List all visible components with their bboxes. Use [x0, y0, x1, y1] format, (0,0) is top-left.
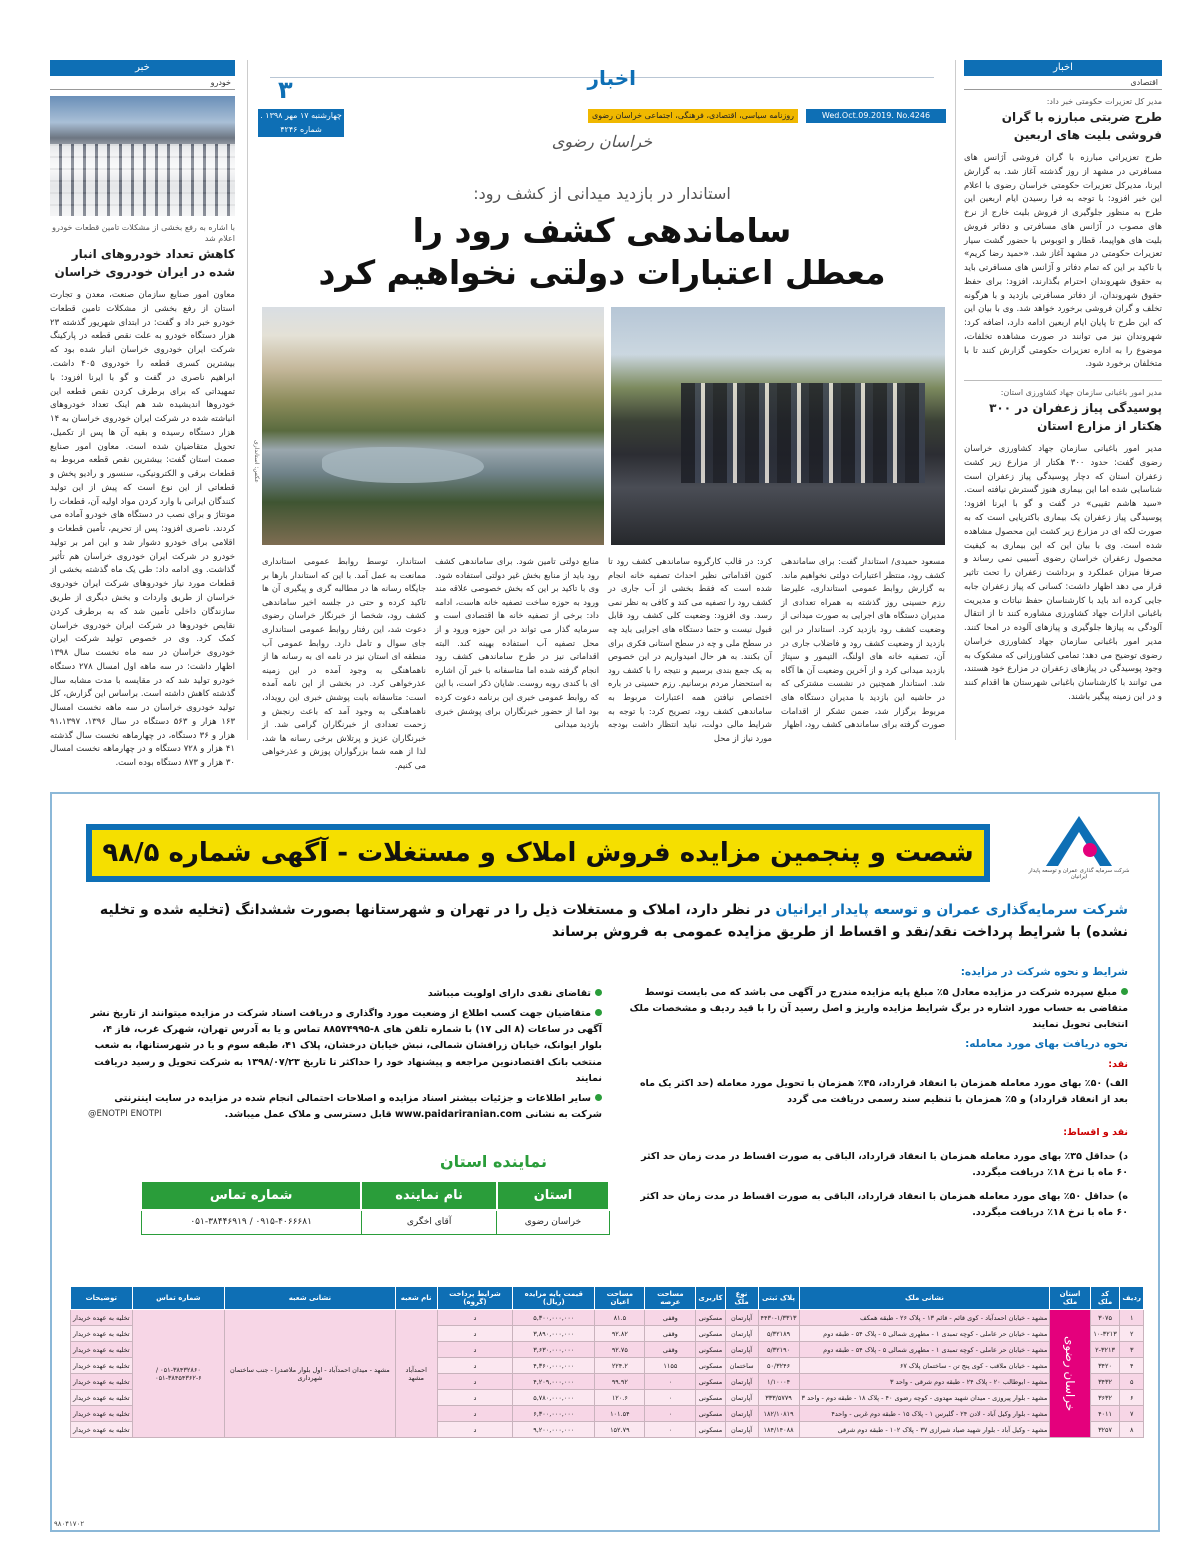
story-col-2: کرد: در قالب کارگروه ساماندهی کشف رود تا کنون اقداماتی نظیر احداث تصفیه خانه انجام شده است که فقط بخشی از آب جاری در کشف رود را تصفیه می کند و کافی به نظر نمی رسد. وی افزود: وضعیت کلی کشف رود قابل قبول نیست و حتما دستگاه های اجرایی باید چه در سطح ملی و چه در سطح استانی فکری برای آن بکنند. به هر حال امیدواریم در این خصوص به یک جمع بندی برسیم و نتیجه را با کشف رود به استحضار مردم برسانیم. رزم حسینی در باره اختصاص نیافتن همه اعتبارات مربوط به ساماندهی کشف رود، تصریح کرد: با توجه به شرایط مالی دولت، نباید انتظار داشت بودجه مورد نیاز از محل [608, 556, 772, 743]
property-header-cell: پلاک ثبتی [758, 1287, 799, 1310]
property-cell-arse: وقفی [645, 1326, 696, 1342]
property-cell-grp: د [437, 1358, 513, 1374]
social-handles: @ENOTPI ENOTPI [88, 1109, 162, 1119]
left-headline: کاهش تعداد خودروهای انبار شده در ایران خودروی خراسان [54, 247, 235, 279]
property-header-cell: نام شعبه [395, 1287, 437, 1310]
property-cell-plak: ۱۸۲/۱۰۸۱۹ [758, 1406, 799, 1422]
story-col-1: مسعود حمیدی/ استاندار گفت: برای ساماندهی کشف رود، منتظر اعتبارات دولتی نخواهیم ماند. به گزارش روابط عمومی استانداری، علیرضا رزم حسینی روز گذشته به همراه تعدادی از مدیران دستگاه های اجرایی به صورت میدانی از وضعیت کشف رود بازدید کرد. استاندار در این بازدید از وضعیت کشف رود و فاضلاب جاری در آن، تصفیه خانه های اولنگ، التیمور و سپتاژ بازدید میدانی کرد و از آخرین وضعیت آن ها آگاه شد. استاندار همچنین در نشست مشترکی که در حاشیه این بازدید با مدیران دستگاه های مربوط برگزار شد، ضمن تشکر از اقدامات صورت گرفته برای ساماندهی کشف رود، اظهار [781, 556, 945, 730]
property-header-cell: قیمت پایه مزایده (ریال) [513, 1287, 595, 1310]
right-section-subtag: اقتصادی [964, 76, 1162, 90]
left-kicker: با اشاره به رفع بخشی از مشکلات تامین قطعات خودرو اعلام شد [52, 223, 235, 244]
property-cell-desc: تخلیه به عهده خریدار [71, 1390, 133, 1406]
property-cell-code: ۳۴۳۲ [1090, 1374, 1120, 1390]
river-water [322, 447, 484, 483]
property-table [70, 1286, 1144, 1438]
ad-intro [82, 900, 1128, 943]
parked-cars [50, 144, 235, 216]
property-cell-plak: ۴۴۳۰-۱/۳۳۱۳ [758, 1310, 799, 1326]
property-cell-use: مسکونی [696, 1422, 725, 1438]
left-body: معاون امور صنایع سازمان صنعت، معدن و تجارت استان از رفع بخشی از مشکلات تامین قطعات خودرو خبر داد و گفت: در ابتدای شهریور گذشته ۲۳ هزار دستگاه خودرو به علت نقص قطعه در پارکینگ شرکت ایران خودروی خراسان انبار شده بود که بیشترین کسری قطعه را خودروی ۴۰۵ داشت. ابراهیم ناصری در گفت و گو با ایرنا افزود: با تمهیداتی که برای برطرف کردن نقص قطعه این خودروها اندیشیده شد هم اینک تعداد خودروهای انباشته شده در شرکت ایران خودروی خراسان به ۱۴ هزار دستگاه رسیده و بقیه آن ها پس از تکمیل، تحویل متقاضیان شده است. معاون امور صنایع صمت استان گفت: بیشترین نقص قطعه مربوط به قطعات برقی و الکترونیکی، سنسور و رادیو پخش و قطعاتی از این نوع است که پیش از این تولید کنندگان ایرانی با وارد کردن مواد اولیه آن، قطعات را مونتاژ و برای نصب در دستگاه های خودرو آماده می کردند. ناصری افزود: پس از تحریم، تأمین قطعات و اقلامی برای خودرو دشوار شد و این امر بر تولید خودرو در شرکت ایران خودروی خراسان هم تأثیر گذاشت. وی ادامه داد: طی یک ماه گذشته بخشی از قطعات مورد نیاز خودروهای شرکت ایران خودروی خراسان از طریق واردات و بخش دیگری از طریق سازندگان داخلی تأمین شد که به برطرف کردن نقایص خودروها در شرکت ایران خودروی خراسان کمک کرد. وی در خصوص تولید شرکت ایران خودروی خراسان در سه ماه نخست سال ۱۳۹۸ اظهار داشت: در سه ماهه اول امسال ۲۷۸ دستگاه خودرو تولید شد که در مقایسه با مدت مشابه سال گذشته کاهش داشته است. براساس این گزارش، کل تولید خودروی خراسان در سه ماهه نخست امسال ۱۶۳ هزار و ۵۶۳ دستگاه در سال ۱۳۹۶، ۹۱،۱۳۹۷ هزار و ۳۶ دستگاه، در چهارماهه نخست سال گذشته ۴۱ هزار و ۷۲۸ دستگاه و در چهارماهه نخست امسال ۳۰ هزار و ۸۷۳ دستگاه بوده است. [50, 290, 236, 769]
story1-headline: طرح ضربتی مبارزه با گران فروشی بلیت های اربعین [1001, 110, 1162, 142]
property-cell-ayan: ۸۱.۵ [595, 1310, 645, 1326]
property-cell-use: مسکونی [696, 1310, 725, 1326]
cars-parking-photo [50, 96, 235, 216]
property-cell-grp: د [437, 1422, 513, 1438]
rep-province: خراسان رضوی [497, 1210, 609, 1234]
ad-instructions [84, 986, 602, 1127]
story-col-4: استاندار، توسط روابط عمومی استانداری ممانعت به عمل آمد. با این که استاندار بارها بر جایگاه رسانه ها در مطالبه گری و پیگیری آن ها تاکید کرده و حتی در جلسه اخیر ساماندهی کشف رود، شخصا از خبرنگار خراسان رضوی دعوت شد، این رفتار روابط عمومی استانداری جای سوال و تامل دارد. روابط عمومی آب منطقه ای استان نیز در نامه ای به رسانه ها از ناهماهنگی به وجود آمده در این زمینه عذرخواهی کرد. در بخشی از این نامه آمده است: متاسفانه بابت پوشش خبری این رویداد، ناهماهنگی به وجود آمد که باعث رنجش و زحمت تعدادی از خبرنگاران گرامی شد. از خبرنگاران عزیز و پرتلاش برخی رسانه ها شد، لذا از همه شما بزرگواران پوزش و عذرخواهی می کنیم. [262, 556, 426, 770]
property-cell-code: ۳۴۲۰ [1090, 1358, 1120, 1374]
bullet-icon [595, 1094, 602, 1101]
auction-advertisement [50, 792, 1160, 1532]
table-row [71, 1310, 1144, 1326]
tagline: روزنامه سیاسی، اقتصادی، فرهنگی، اجتماعی خراسان رضوی [588, 109, 798, 123]
story-supra-headline: استاندار در بازدید میدانی از کشف رود: [473, 184, 731, 203]
installment-title: نقد و اقساط: [1063, 1126, 1128, 1138]
property-cell-price: ۳,۸۹۰,۰۰۰,۰۰۰ [513, 1326, 595, 1342]
property-cell-addr: مشهد - خیابان احمدآباد - کوی قائم - قائم ۱۳ - پلاک ۲۶ - طبقه همکف [799, 1310, 1050, 1326]
property-header-cell: شماره تماس [132, 1287, 225, 1310]
left-section-tag: خبر [50, 60, 235, 76]
property-cell-addr: مشهد - بلوار وکیل آباد - لادن ۲۴ - گلبرس ۱ - پلاک ۱۵ - طبقه دوم غربی - واحد۴ [799, 1406, 1050, 1422]
property-cell-ayan: ۹۲.۸۲ [595, 1326, 645, 1342]
rep-header-phone: شماره تماس [141, 1181, 361, 1210]
property-cell-ayan: ۹۲.۷۵ [595, 1342, 645, 1358]
property-cell-desc: تخلیه به عهده خریدار [71, 1406, 133, 1422]
property-cell-addr: مشهد - خیابان ملاقب - کوی پنج تن - ساختمان پلاک ۶۷ [799, 1358, 1050, 1374]
triangle-logo-icon [1044, 814, 1114, 868]
story2-headline: پوسیدگی پیاز زعفران در ۳۰۰ هکتار از مزارع استان [989, 401, 1162, 433]
bullet-icon [595, 1009, 602, 1016]
column-divider [247, 60, 248, 740]
property-cell-ayan: ۱۰۱.۵۴ [595, 1406, 645, 1422]
property-cell-type: آپارتمان [725, 1422, 758, 1438]
instruction-priority: تقاضای نقدی دارای اولویت میباشد [84, 986, 602, 1002]
property-cell-ayan: ۱۵۲.۷۹ [595, 1422, 645, 1438]
property-cell-addr: مشهد - خیابان حر عاملی - کوچه تمبدی ۱ - مطهری شمالی ۵ - پلاک ۵۴ - طبقه دوم [799, 1342, 1050, 1358]
section-title: اخبار [587, 66, 636, 90]
branch-address-cell: مشهد - میدان احمدآباد - اول بلوار ملاصدرا - جنب ساختمان شهرداری [225, 1310, 396, 1438]
property-cell-desc: تخلیه به عهده خریدار [71, 1326, 133, 1342]
property-cell-code: ۱۰-۳۲۱۳ [1090, 1326, 1120, 1342]
right-news-column [964, 60, 1162, 740]
property-cell-n: ۱ [1120, 1310, 1144, 1326]
officials-photo [611, 307, 945, 545]
property-table-body [71, 1310, 1144, 1438]
property-cell-n: ۲ [1120, 1326, 1144, 1342]
story1-body: طرح تعزیراتی مبارزه با گران فروشی آژانس های مسافرتی در مشهد از روز گذشته آغاز شد. به گزارش ایرنا، مدیرکل تعزیرات حکومتی خراسان رضوی با اعلام این خبر افزود: با توجه به فرا رسیدن ایام اربعین این طرح به منظور جلوگیری از فروش بلیت خارج از نرخ های مصوب در آژانس های مسافرتی و دفاتر فروش بلیت های هواپیما، قطار و اتوبوس با حضور گشت سیار تعزیرات حکومتی در مشهد آغاز شد. «حمید رضا کریم» با تاکید بر این که تمام دفاتر و آژانس های مسافرتی باید به حقوق شهروندان احترام بگذارند، افزود: برای حفظ حقوق شهروندان، از دفاتر مسافرتی بازدید و با هرگونه تخلف و گران فروشی برخورد خواهد شد. وی با بیان این که این طرح تا پایان ایام اربعین ادامه دارد، اضافه کرد: شهروندان نیز می توانند در صورت مشاهده تخلفات، موضوع را به اداره تعزیرات حکومتی گزارش کنند تا با متخلفان برخورد شود. [964, 152, 1162, 370]
property-cell-arse: ۰ [645, 1390, 696, 1406]
company-logo [1024, 814, 1134, 894]
property-cell-use: مسکونی [696, 1342, 725, 1358]
ad-intro-text: در نظر دارد، املاک و مستغلات ذیل را در تهران و شهرستانها بصورت ششدانگ (تخلیه شده و تخلیه نشده) با شرایط پرداخت نقد/نقد و اقساط از طریق مزایده عمومی به فروش برساند [99, 902, 1128, 940]
company-name: شرکت سرمایه‌گذاری عمران و توسعه پایدار ایرانیان [775, 902, 1128, 918]
property-cell-plak: ۵/۳۲۱۹۰ [758, 1342, 799, 1358]
property-cell-use: مسکونی [696, 1390, 725, 1406]
property-cell-type: ساختمان [725, 1358, 758, 1374]
property-cell-addr: مشهد - خیابان حر عاملی - کوچه تمبدی ۱ - مطهری شمالی ۵ - پلاک ۵۴ - طبقه دوم [799, 1326, 1050, 1342]
logo-caption: شرکت سرمایه گذاری عمران و توسعه پایدار ایرانیان [1028, 868, 1130, 880]
story2-body: مدیر امور باغبانی سازمان جهاد کشاورزی خراسان رضوی گفت: حدود ۳۰۰ هکتار از مزارع زیر کشت زعفران استان که دچار پوسیدگی پیاز زعفران است شناسایی شده اما این بیماری هنوز گسترش نیافته است. «سید هاشم تقیبی» در گفت و گو با ایرنا افزود: پوسیدگی پیاز زعفران یک بیماری باکتریایی است که به صورت لکه ای در مزارع زیر کشت این محصول مشاهده شده است. وی با بیان این که این بیماری به کیفیت محصول زعفران خراسان رضوی آسیبی نمی رساند و صرفا میزان عملکرد و برداشت زعفران را تحت تاثیر قرار می دهد اظهار داشت: کسانی که پیاز زعفران جابه جایی کرده اند باید با کارشناسان حفظ نباتات و مدیریت باغبانی ادارات جهاد کشاورزی مشاوره کنند تا از انتقال آلودگی به پیازها جلوگیری و پیازهای آلوده در امحا کنند. مدیر امور باغبانی سازمان جهاد کشاورزی خراسان رضوی توضیح می دهد: تمامی کشاورزانی که مشکوک به وجود پوسیدگی در پیازهای زعفران در مزارع خود هستند، می توانند با کارشناسان باغبانی شهرستان ها اقدام کنند و در این زمینه پیگیر باشند. [964, 444, 1162, 702]
property-header-cell: مساحت اعیان [595, 1287, 645, 1310]
rep-header-name: نام نماینده [361, 1181, 497, 1210]
property-cell-use: مسکونی [696, 1374, 725, 1390]
condition-deposit: مبلغ سپرده شرکت در مزایده معادل ۵٪ مبلغ پایه مزایده مندرج در آگهی می باشد که می بایست توسط متقاضی به حساب مورد اشاره در برگ شرایط مزایده واریز و اصل رسید آن را با قید ردیف و مشخصات ملک انتخابی تحویل نمایند [629, 986, 1128, 1031]
property-header-cell: شرایط پرداخت (گروه) [437, 1287, 513, 1310]
left-news-column [50, 60, 236, 769]
payment-title: نحوه دریافت بهای مورد معامله: [965, 1038, 1128, 1051]
branch-phone-cell: ۰۵۱-۳۸۴۳۲۸۶۰ / ۰۵۱-۳۸۴۵۴۳۶۲-۶ [132, 1310, 225, 1438]
property-cell-plak: ۱۸۴/۱۴۰۸۸ [758, 1422, 799, 1438]
property-cell-n: ۳ [1120, 1342, 1144, 1358]
page-number: ۳ [278, 76, 293, 104]
issue-date-fa: چهارشنبه ۱۷ مهر ۱۳۹۸ . شماره ۴۲۴۶ [258, 109, 344, 137]
property-cell-price: ۴,۲۰۹,۰۰۰,۰۰۰ [513, 1374, 595, 1390]
bullet-icon [595, 989, 602, 996]
story2-kicker: مدیر امور باغبانی سازمان جهاد کشاورزی استان: [1000, 388, 1162, 398]
property-cell-price: ۵,۳۰۰,۰۰۰,۰۰۰ [513, 1310, 595, 1326]
property-cell-n: ۵ [1120, 1374, 1144, 1390]
story1-kicker: مدیر کل تعزیرات حکومتی خبر داد: [1046, 97, 1162, 106]
photo-credit: عکس: استانداری [253, 440, 260, 483]
ad-conditions [628, 964, 1128, 1224]
property-header-cell: استان ملک [1050, 1287, 1090, 1310]
property-cell-n: ۷ [1120, 1406, 1144, 1422]
province-vertical-cell: خراسان رضوی [1050, 1310, 1090, 1438]
property-cell-grp: د [437, 1342, 513, 1358]
property-cell-desc: تخلیه به عهده خریدار [71, 1310, 133, 1326]
property-cell-grp: د [437, 1326, 513, 1342]
story-col-3: منابع دولتی تامین شود. برای ساماندهی کشف رود باید از منابع بخش غیر دولتی استفاده شود. وی با تاکید بر این که بخش خصوصی علاقه مند ورود به حوزه ساخت تصفیه خانه هاست، ادامه داد: برخی از تصفیه خانه ها اقتصادی است و سرمایه گذار می تواند در این حوزه ورود و از محل تصفیه آب استفاده بهینه کند. البته اقداماتی نیز در طرح ساماندهی کشف رود انجام گرفته شده اما متاسفانه با خبر آن اشاره ای با کندی روبه روست. شایان ذکر است، با این که روابط عمومی خبری این برنامه دعوت کرده بود اما از حضور خبرنگاران برای پوشش خبری بازدید میدانی [435, 556, 599, 730]
property-header-cell: کد ملک [1090, 1287, 1120, 1310]
property-cell-plak: ۵/۳۲۱۸۹ [758, 1326, 799, 1342]
rep-phone: ۰۹۱۵-۴۰۶۶۶۸۱ / ۰۵۱-۳۸۴۴۶۹۱۹ [141, 1210, 361, 1234]
property-header-cell: نوع ملک [725, 1287, 758, 1310]
property-header-cell: کاربری [696, 1287, 725, 1310]
instruction-contact: متقاضیان جهت کسب اطلاع از وضعیت مورد واگذاری و دریافت اسناد شرکت در مزایده میتوانند از تاریخ نشر آگهی در ساعات (۸ الی ۱۷) با شماره تلفن های ۸-۸۸۵۷۴۹۹۵ تماس و یا به آدرس تهران، شهرک غرب، فاز ۴، بلوار ایوانک، خیابان زرافشان شمالی، نبش خیابان درخشان، پلاک ۴۱، طبقه سوم و یا در شهرستانها، به شعب منتخب بانک اقتصادنوین مراجعه و پیشنهاد خود را حداکثر تا تاریخ ۱۳۹۸/۰۷/۲۳ به شرکت تحویل و رسید دریافت نمایند [90, 1008, 602, 1084]
property-cell-ayan: ۱۲۰.۶ [595, 1390, 645, 1406]
ad-banner [86, 824, 990, 882]
property-cell-code: ۳۰۷۵ [1090, 1310, 1120, 1326]
property-cell-n: ۴ [1120, 1358, 1144, 1374]
cash-title: نقد: [1108, 1059, 1128, 1071]
property-cell-type: آپارتمان [725, 1390, 758, 1406]
headline-line-1: ساماندهی کشف رود را [412, 211, 792, 250]
property-cell-plak: ۵۰/۳۲۴۶ [758, 1358, 799, 1374]
issue-date-en: Wed.Oct.09.2019. No.4246 [806, 109, 946, 123]
property-cell-type: آپارتمان [725, 1326, 758, 1342]
property-cell-use: مسکونی [696, 1406, 725, 1422]
rep-header-province: استان [497, 1181, 609, 1210]
headline-line-2: معطل اعتبارات دولتی نخواهیم کرد [318, 252, 886, 292]
property-cell-code: ۲-۳۲۱۳ [1090, 1342, 1120, 1358]
property-cell-desc: تخلیه به عهده خریدار [71, 1422, 133, 1438]
property-header-cell: مساحت عرصه [645, 1287, 696, 1310]
property-cell-code: ۳۲۵۷ [1090, 1422, 1120, 1438]
property-cell-addr: مشهد - ابوطالب ۲۰ - پلاک ۲۴ - طبقه دوم شرقی - واحد ۳ [799, 1374, 1050, 1390]
cash-terms: الف) ۵۰٪ بهای مورد معامله همزمان با انعقاد قرارداد، ۴۵٪ همزمان با تحویل مورد معامله (حد اکثر یک ماه بعد از انعقاد قرارداد) و ۵٪ همزمان با تنظیم سند رسمی دریافت می گردد [639, 1078, 1128, 1106]
property-cell-desc: تخلیه به عهده خریدار [71, 1342, 133, 1358]
branch-name-cell: احمدآباد مشهد [395, 1310, 437, 1438]
property-cell-grp: د [437, 1374, 513, 1390]
property-cell-use: مسکونی [696, 1326, 725, 1342]
newspaper-logo: خراسان رضوی [551, 132, 653, 151]
river-photo [262, 307, 604, 545]
property-header-cell: نشانی شعبه [225, 1287, 396, 1310]
conditions-title: شرایط و نحوه شرکت در مزایده: [960, 966, 1128, 978]
property-cell-arse: وقفی [645, 1310, 696, 1326]
property-table-header [71, 1287, 1144, 1310]
story-main-headline [258, 210, 946, 294]
masthead [258, 60, 946, 156]
right-section-tag: اخبار [964, 60, 1162, 76]
property-cell-price: ۹,۲۰۰,۰۰۰,۰۰۰ [513, 1422, 595, 1438]
property-cell-type: آپارتمان [725, 1342, 758, 1358]
property-cell-price: ۶,۳۰۰,۰۰۰,۰۰۰ [513, 1406, 595, 1422]
officials-group [681, 383, 925, 483]
property-header-cell: نشانی ملک [799, 1287, 1050, 1310]
property-cell-grp: د [437, 1390, 513, 1406]
installment-terms-2: ه) حداقل ۵۰٪ بهای مورد معامله همزمان با انعقاد قرارداد، الباقی به صورت اقساط در مدت زمان حد اکثر ۶۰ ماه با نرخ ۱۸٪ دریافت میگردد. [640, 1190, 1128, 1219]
bullet-icon [1121, 988, 1128, 995]
property-cell-arse: ۰ [645, 1374, 696, 1390]
property-cell-type: آپارتمان [725, 1374, 758, 1390]
ad-banner-title: شصت و پنجمین مزایده فروش املاک و مستغلات - آگهی شماره ۹۸/۵ [92, 830, 984, 876]
ad-footer-code: ۹۸۰۴۱۷۰۲ [54, 1520, 85, 1528]
story-body [262, 555, 945, 770]
property-cell-arse: ۱۱۵۵ [645, 1358, 696, 1374]
property-cell-plak: ۳۳۳/۵۷۷۹ [758, 1390, 799, 1406]
property-cell-addr: مشهد - بلوار پیروزی - میدان شهید مهدوی - کوچه رضوی ۴۰ - پلاک ۱۸ - طبقه دوم - واحد ۳ [799, 1390, 1050, 1406]
property-cell-desc: تخلیه به عهده خریدار [71, 1374, 133, 1390]
property-cell-grp: د [437, 1310, 513, 1326]
representative-title: نماینده استان [440, 1152, 547, 1171]
property-cell-grp: د [437, 1406, 513, 1422]
property-header-cell: ردیف [1120, 1287, 1144, 1310]
property-cell-ayan: ۲۲۴.۲ [595, 1358, 645, 1374]
property-cell-addr: مشهد - وکیل آباد - بلوار شهید صیاد شیرازی ۳۷ - پلاک ۱۰۲ - طبقه دوم شرقی [799, 1422, 1050, 1438]
property-cell-n: ۸ [1120, 1422, 1144, 1438]
property-cell-ayan: ۹۹.۹۲ [595, 1374, 645, 1390]
story-separator [964, 380, 1162, 381]
property-cell-price: ۴,۳۶۰,۰۰۰,۰۰۰ [513, 1358, 595, 1374]
property-cell-arse: وقفی [645, 1342, 696, 1358]
column-divider [955, 60, 956, 740]
property-cell-type: آپارتمان [725, 1406, 758, 1422]
instruction-website: سایر اطلاعات و جزئیات بیشتر اسناد مزایده و اصلاحات احتمالی انجام شده در مزایده در سایت اینترنتی شرکت به نشانی www.paidariranian.com قابل دسترسی و ملاک عمل میباشد. [114, 1092, 602, 1120]
property-cell-desc: تخلیه به عهده خریدار [71, 1358, 133, 1374]
property-cell-arse: ۰ [645, 1422, 696, 1438]
rep-name: آقای اخگری [361, 1210, 497, 1234]
masthead-info-bar [258, 109, 946, 134]
representative-table [140, 1180, 610, 1235]
property-cell-price: ۵,۷۸۰,۰۰۰,۰۰۰ [513, 1390, 595, 1406]
property-cell-use: مسکونی [696, 1358, 725, 1374]
property-cell-price: ۳,۶۳۰,۰۰۰,۰۰۰ [513, 1342, 595, 1358]
property-cell-code: ۴۰۱۱ [1090, 1406, 1120, 1422]
property-cell-plak: ۱/۱۰۰۰۴ [758, 1374, 799, 1390]
property-cell-n: ۶ [1120, 1390, 1144, 1406]
property-header-cell: توضیحات [71, 1287, 133, 1310]
left-section-subtag: خودرو [50, 76, 235, 90]
installment-terms-1: د) حداقل ۳۵٪ بهای مورد معامله همزمان با انعقاد قرارداد، الباقی به صورت اقساط در مدت زمان حد اکثر ۶۰ ماه با نرخ ۱۸٪ دریافت میگردد. [641, 1150, 1128, 1178]
property-cell-code: ۳۶۳۲ [1090, 1390, 1120, 1406]
property-cell-type: آپارتمان [725, 1310, 758, 1326]
property-cell-arse: ۰ [645, 1406, 696, 1422]
